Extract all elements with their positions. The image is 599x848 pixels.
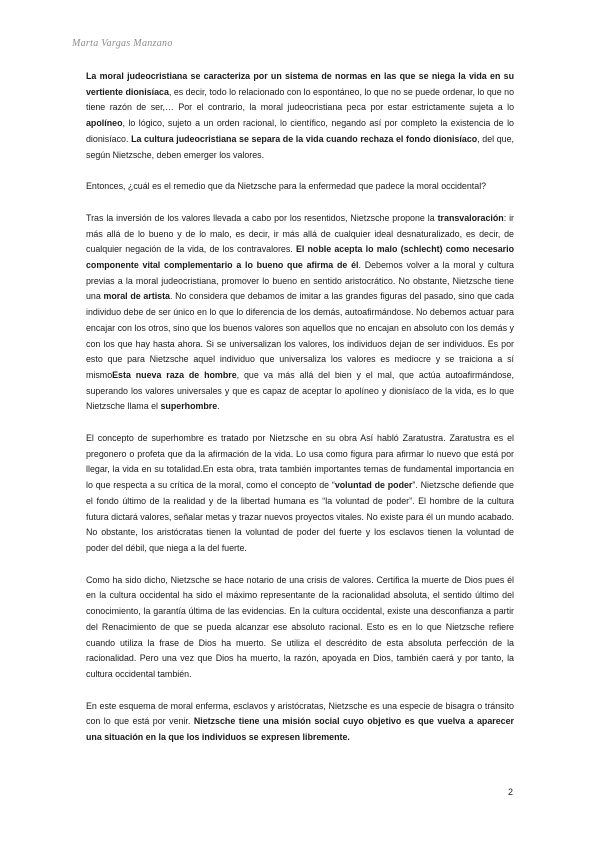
bold-text-run: El noble acepta lo malo (schlecht) como necesario componente vital complementario a lo bueno que afirma de él — [86, 244, 514, 271]
bold-text-run: La moral judeocristiana se caracteriza por un sistema de normas en las que se niega la vida en su vertiente dionisíaca — [86, 71, 514, 97]
bold-text-run: La cultura judeocristiana se separa de la vida cuando rechaza el fondo dionisíaco — [131, 133, 478, 144]
paragraph — [86, 179, 514, 195]
page-header-author: Marta Vargas Manzano — [72, 38, 173, 49]
text-run: , lo lógico, sujeto a un orden racional, lo científico, negando así por completo la existencia de lo dionisíaco. — [86, 118, 514, 144]
text-run: Como ha sido dicho, Nietzsche se hace notario de una crisis de valores. Certifica la muerte de Dios pues él en la cultura occidental ha sido el máximo representante de la racionalidad absoluta, el sentido último del conocimiento, la garantía última de las evidencias. En la cultura occidental, existe una desconfianza a partir del Renacimiento de que se pueda alcanzar ese absoluto racional. Esto es en lo que Nietzsche refiere cuando utiliza la frase de Dios ha muerto. Se utiliza el descrédito de esta absoluta perfección de la racionalidad. Pero una vez que Dios ha muerto, la razón, apoyada en Dios, también caerá y por tanto, la cultura occidental también. — [86, 574, 514, 679]
text-run: . Debemos volver a la moral y cultura previas a la moral judeocristiana, promover lo bueno en sentido aristocrático. No obstante, Nietzsche tiene una — [86, 260, 514, 302]
document-body — [86, 69, 514, 762]
text-run: Entonces, ¿cuál es el remedio que da Nietzsche para la enfermedad que padece la moral occidental? — [86, 181, 487, 192]
page-number: 2 — [508, 787, 514, 797]
bold-text-run: moral de artista — [103, 291, 170, 302]
bold-text-run: superhombre — [160, 401, 218, 412]
text-run: ”. Nietzsche defiende que el fondo último de la realidad y de la libertad humana es “la voluntad de poder”. El hombre de la cultura futura dictará valores, señalar metas y trazar nuevos proyectos vitales. No existe para él un mundo acabado. No obstante, los aristócratas tienen la voluntad de poder del fuerte y los esclavos tienen la voluntad de poder del débil, que niega a la del fuerte. — [86, 480, 514, 553]
bold-text-run: apolíneo — [86, 118, 123, 129]
bold-text-run: Nietzsche tiene una misión social cuyo objetivo es que vuelva a aparecer una situación en la que los individuos se expresen libremente. — [86, 716, 514, 743]
text-run: En este esquema de moral enferma, esclavos y aristócratas, Nietzsche es una especie de bisagra o tránsito con lo que está por venir. — [86, 700, 514, 727]
text-run: Tras la inversión de los valores llevada a cabo por los resentidos, Nietzsche propone la — [86, 212, 438, 223]
bold-text-run: transvaloración — [437, 212, 504, 223]
bold-text-run: Esta nueva raza de hombre — [112, 369, 237, 380]
text-run: , es decir, todo lo relacionado con lo espontáneo, lo que no se puede ordenar, lo que no tiene razón de ser,… Por el contrario, la moral judeocristiana peca por estar estrictamente sujeta a lo — [86, 86, 514, 113]
paragraph — [86, 573, 514, 683]
paragraph — [86, 431, 514, 557]
text-run: , del que, según Nietzsche, deben emerger los valores. — [86, 133, 514, 160]
paragraph — [86, 211, 514, 415]
text-run: , que va más allá del bien y el mal, que actúa autoafirmándose, superando los valores universales y que es capaz de aceptar lo apolíneo y dionisíaco de la vida, es lo que Nietzsche llama el — [86, 369, 514, 412]
text-run: El concepto de superhombre es tratado por Nietzsche en su obra Así habló Zaratustra. Zaratustra es el pregonero o profeta que da la afirmación de la vida. Lo usa como figura para afirmar lo nuevo que está por llegar, la vida en su totalidad.En esta obra, trata también importantes temas de fundamental importancia en lo que respecta a su crítica de la moral, como el concepto de “ — [86, 433, 514, 491]
paragraph — [86, 69, 514, 163]
bold-text-run: voluntad de poder — [334, 480, 413, 491]
paragraph — [86, 699, 514, 746]
text-run: . — [217, 401, 220, 412]
text-run: . No considera que debamos de imitar a las grandes figuras del pasado, sino que cada individuo debe de ser único en lo que lo diferencia de los demás, autoafirmándose. No debemos actuar para encajar con los otros, sino que los buenos valores son aquellos que no encajan en absoluto con los demás y con los que hay hasta ahora. Si se universalizan los valores, los individuos dejan de ser individuos. Es por esto que para Nietzsche aquel individuo que universaliza los valores es mediocre y se traiciona a sí mismo — [86, 291, 514, 380]
text-run: : ir más allá de lo bueno y de lo malo, es decir, ir más allá de cualquier ideal desnaturalizado, es decir, de cualquier negación de la vida, de los contravalores. — [86, 212, 515, 255]
